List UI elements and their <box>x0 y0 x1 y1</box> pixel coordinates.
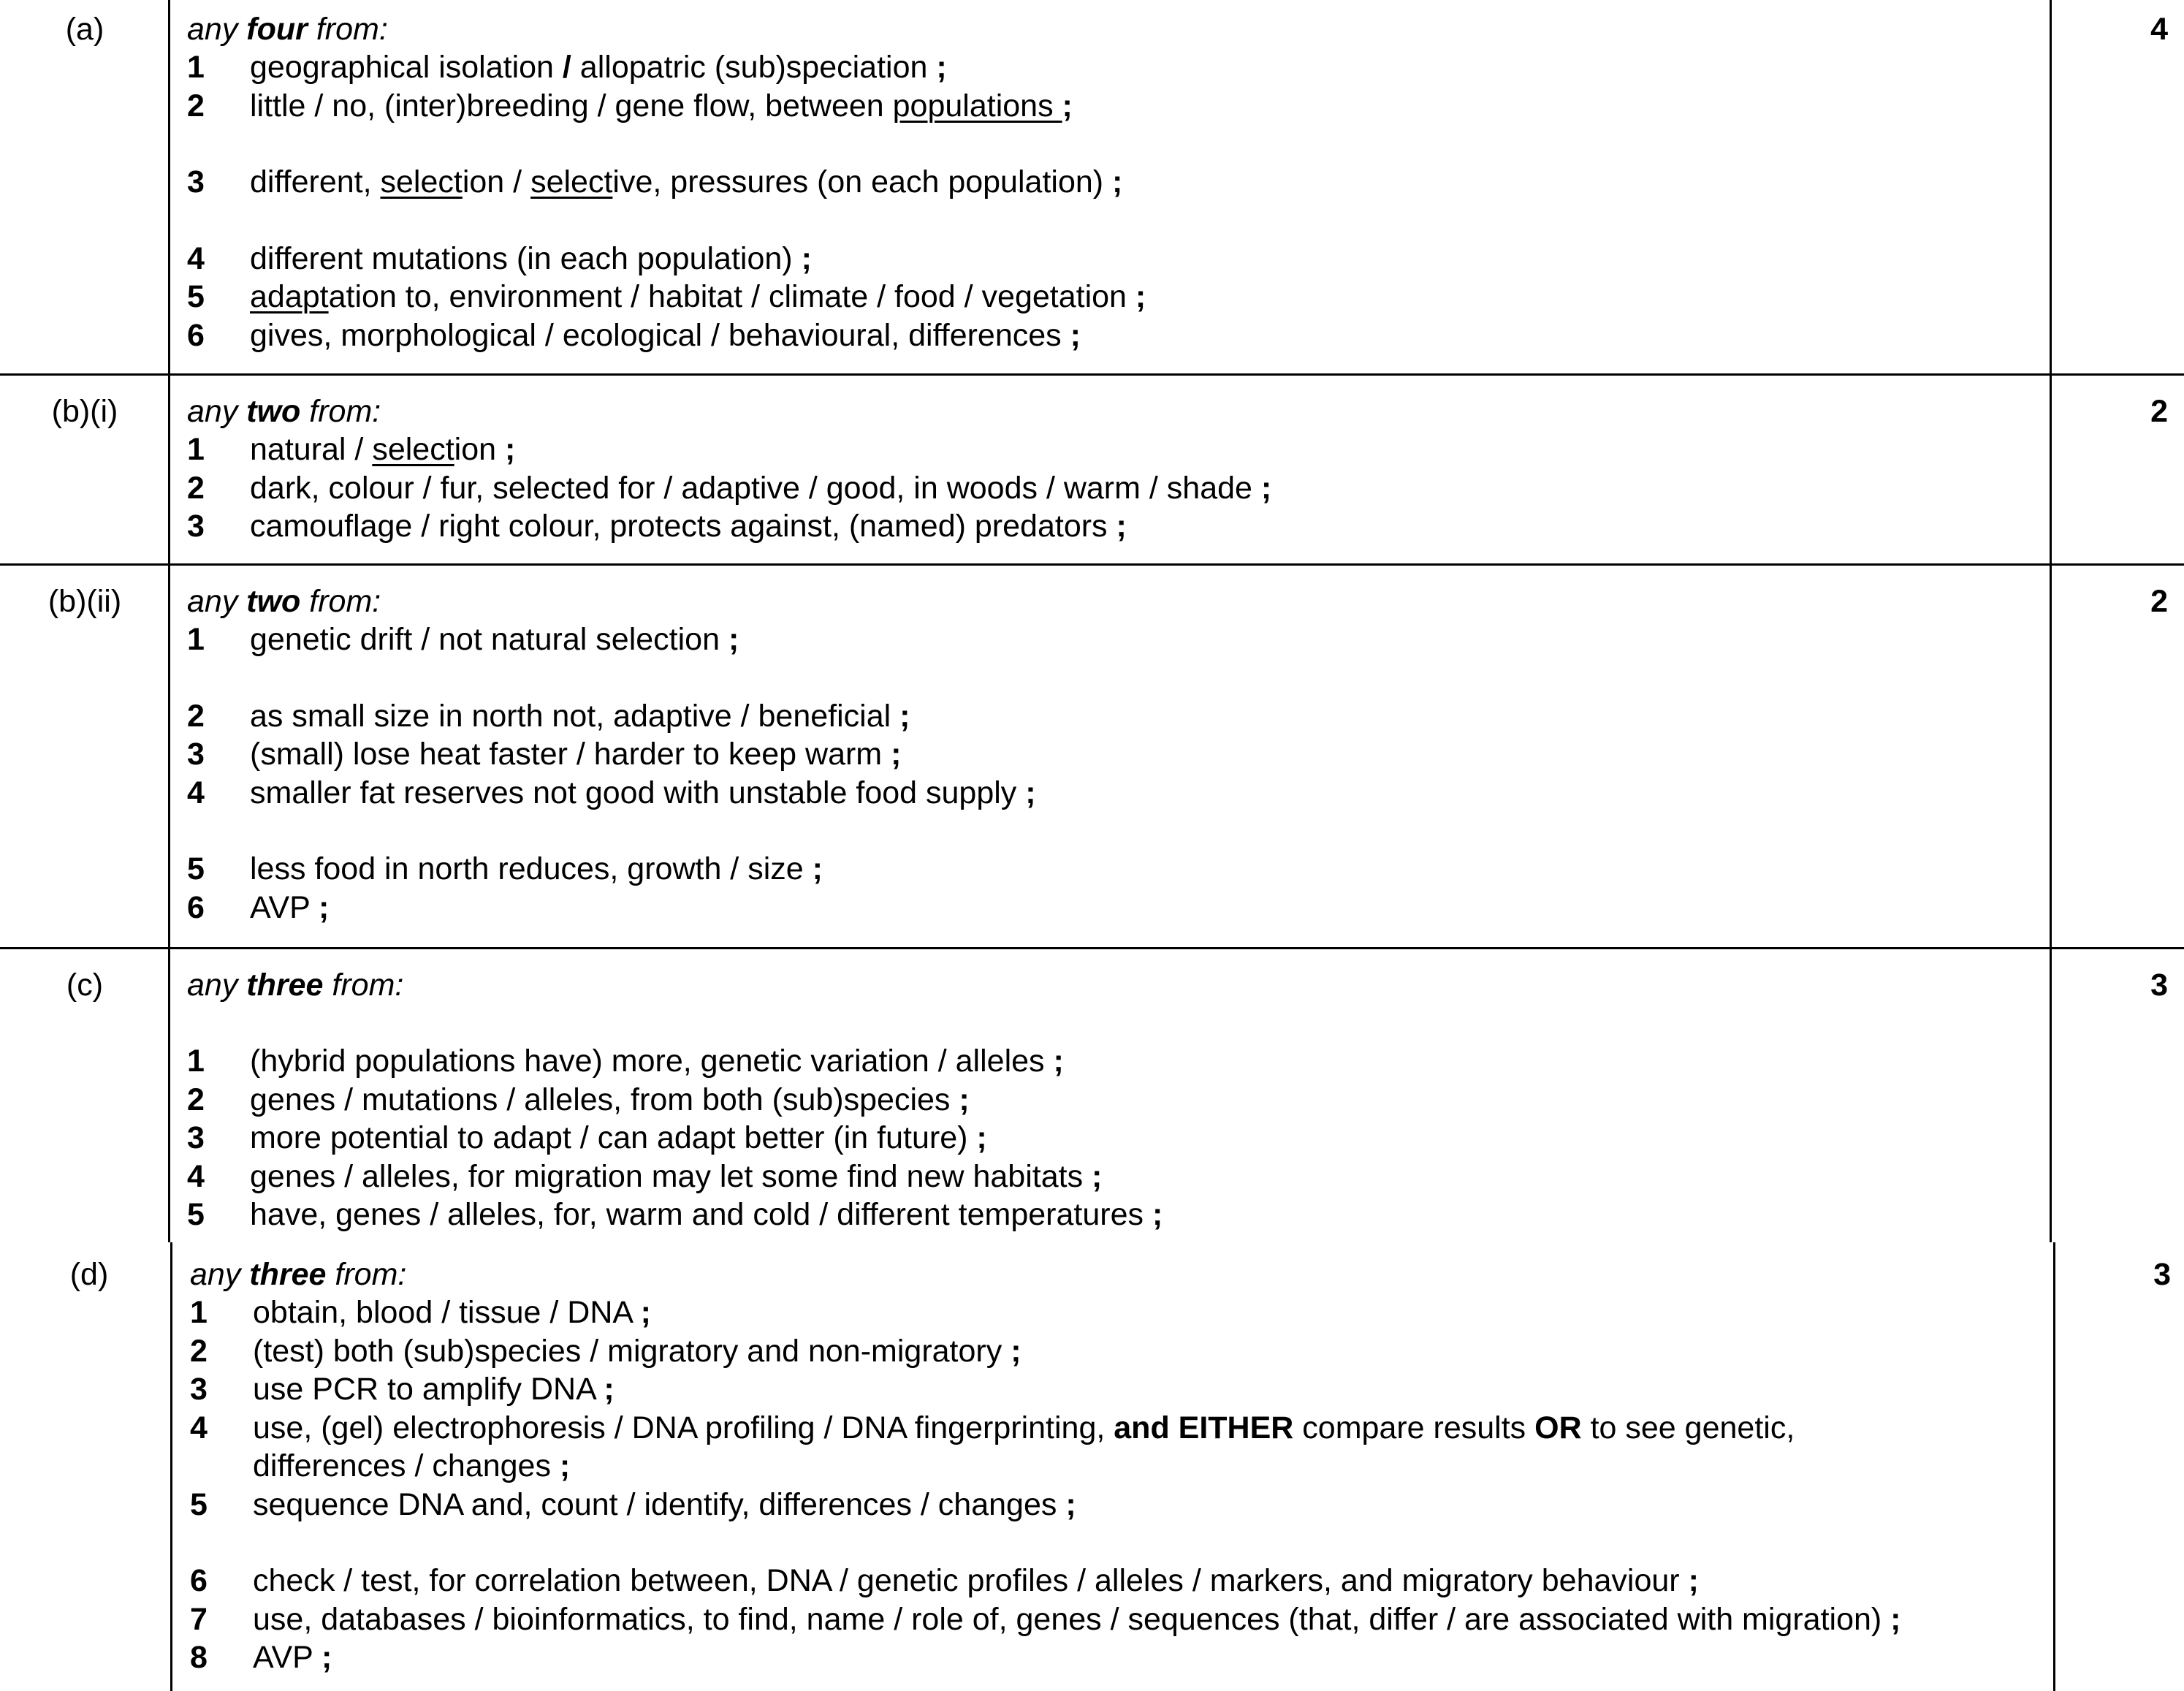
list-item: 2 (test) both (sub)species / migratory and non-migratory ; <box>190 1333 1021 1369</box>
list-item: 1 natural / selection ; <box>187 432 516 467</box>
question-label: (d) <box>69 1257 109 1292</box>
list-item: 3 (small) lose heat faster / harder to keep warm ; <box>187 737 902 772</box>
list-item: 1 obtain, blood / tissue / DNA ; <box>190 1295 651 1330</box>
list-item: 3 different, selection / selective, pressures (on each population) ; <box>187 164 1123 200</box>
list-item: 1 geographical isolation / allopatric (sub)speciation ; <box>187 50 947 85</box>
list-item: 5 adaptation to, environment / habitat / climate / food / vegetation ; <box>187 279 1146 314</box>
list-item: 1 genetic drift / not natural selection ; <box>187 622 739 657</box>
answer-content <box>187 966 2028 1234</box>
list-item: 2 as small size in north not, adaptive / beneficial ; <box>187 698 910 734</box>
marks-value: 2 <box>2150 394 2168 429</box>
answer-content <box>190 1255 2031 1677</box>
row-divider-a <box>0 373 2184 376</box>
answer-content <box>187 10 2028 354</box>
answer-intro: any three from: <box>187 968 404 1003</box>
list-item: 5 less food in north reduces, growth / size ; <box>187 851 823 886</box>
list-item: 2 genes / mutations / alleles, from both (sub)species ; <box>187 1082 970 1117</box>
question-label: (c) <box>66 968 104 1003</box>
list-item: 5 sequence DNA and, count / identify, differences / changes ; <box>190 1486 1076 1522</box>
list-item: 3 camouflage / right colour, protects against, (named) predators ; <box>187 509 1127 544</box>
list-item: 8 AVP ; <box>190 1640 332 1675</box>
list-item: 2 little / no, (inter)breeding / gene flow, between populations ; <box>187 88 1073 123</box>
marks-value: 4 <box>2150 12 2168 47</box>
marks-value: 3 <box>2153 1257 2171 1292</box>
list-item: 4 use, (gel) electrophoresis / DNA profiling / DNA fingerprinting, and EITHER compare results OR to see genetic, <box>190 1410 1795 1445</box>
list-item: 2 dark, colour / fur, selected for / adaptive / good, in woods / warm / shade ; <box>187 470 1272 506</box>
answer-content <box>187 392 2028 546</box>
list-item: 6 gives, morphological / ecological / behavioural, differences ; <box>187 317 1081 353</box>
list-item: 5 have, genes / alleles, for, warm and cold / different temperatures ; <box>187 1197 1163 1232</box>
row-divider-bii <box>0 947 2184 949</box>
list-item: 3 more potential to adapt / can adapt better (in future) ; <box>187 1120 987 1155</box>
list-item-continuation: differences / changes ; <box>253 1448 571 1483</box>
list-item: 3 use PCR to amplify DNA ; <box>190 1372 615 1407</box>
list-item: 4 smaller fat reserves not good with unstable food supply ; <box>187 775 1036 810</box>
marks-value: 3 <box>2150 968 2168 1003</box>
question-label: (a) <box>65 12 104 47</box>
list-item: 4 genes / alleles, for migration may let some find new habitats ; <box>187 1158 1103 1194</box>
question-label: (b)(ii) <box>47 584 122 619</box>
list-item: 7 use, databases / bioinformatics, to find, name / role of, genes / sequences (that, differ / are associated with migration) ; <box>190 1601 1901 1637</box>
list-item: 6 AVP ; <box>187 889 330 925</box>
list-item: 4 different mutations (in each population) ; <box>187 240 812 276</box>
row-divider-bi <box>0 563 2184 566</box>
answer-intro: any four from: <box>187 12 388 47</box>
answer-intro: any three from: <box>190 1257 407 1292</box>
list-item: 6 check / test, for correlation between, DNA / genetic profiles / alleles / markers, and migratory behaviour ; <box>190 1563 1699 1598</box>
column-divider-right <box>2050 0 2052 1242</box>
column-divider-right-d <box>2053 1242 2055 1691</box>
question-label: (b)(i) <box>51 394 118 429</box>
answer-intro: any two from: <box>187 584 381 619</box>
column-divider-left-d <box>170 1242 172 1691</box>
answer-intro: any two from: <box>187 394 381 429</box>
marks-value: 2 <box>2150 584 2168 619</box>
list-item: 1 (hybrid populations have) more, genetic variation / alleles ; <box>187 1044 1064 1079</box>
answer-content <box>187 582 2028 927</box>
column-divider-left <box>168 0 170 1242</box>
